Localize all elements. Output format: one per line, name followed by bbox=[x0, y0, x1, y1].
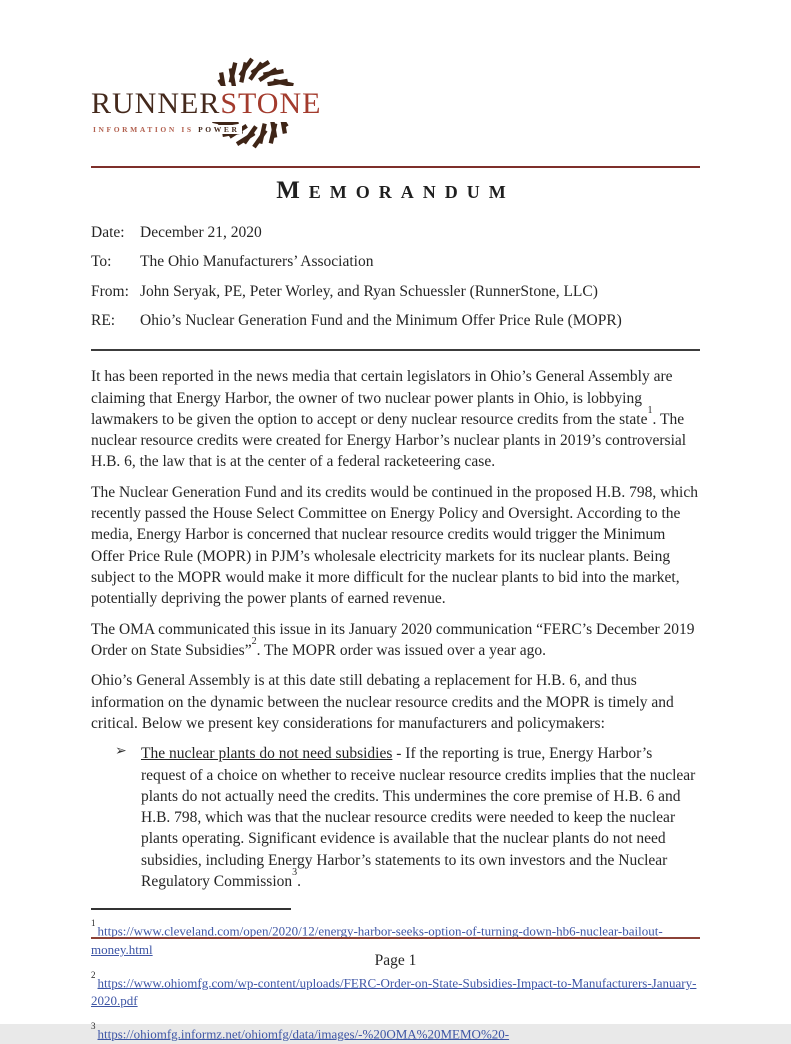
arrow-bullet-icon: ➢ bbox=[115, 744, 127, 760]
page-footer bbox=[91, 937, 700, 970]
page-title: Memorandum bbox=[276, 177, 515, 204]
from-value: John Seryak, PE, Peter Worley, and Ryan Schuessler (RunnerStone, LLC) bbox=[140, 282, 598, 300]
paragraph-3-text: The OMA communicated this issue in its January 2020 communication “FERC’s December 2019 Order on State Subsidies” bbox=[91, 620, 695, 659]
re-value: Ohio’s Nuclear Generation Fund and the Minimum Offer Price Rule (MOPR) bbox=[140, 312, 622, 330]
tagline-power: POWER bbox=[198, 125, 240, 134]
footnote-ref-2: 2 bbox=[251, 635, 257, 647]
footnote-2 bbox=[91, 969, 700, 1011]
footnote-2-link[interactable]: https://www.ohiomfg.com/wp-content/uploads/FERC-Order-on-State-Subsidies-Impact-to-Manufacturers-January-2020.pdf bbox=[91, 974, 697, 1009]
re-label: RE: bbox=[91, 312, 116, 330]
brand-tagline bbox=[93, 125, 242, 134]
paragraph-4: Ohio’s General Assembly is at this date still debating a replacement for H.B. 6, and thus information on the dynamic between the nuclear resource credits and the MOPR is timely and critical. Below we present key considerations for manufacturers and policymakers: bbox=[91, 672, 674, 732]
bullet-text bbox=[141, 743, 700, 892]
memo-header-fields bbox=[91, 223, 700, 332]
footnote-separator-rule bbox=[91, 908, 291, 910]
brand-stone: STONE bbox=[220, 87, 322, 120]
to-value: The Ohio Manufacturers’ Association bbox=[140, 253, 374, 271]
bullet-body-text: - If the reporting is true, Energy Harbor’s request of a choice on whether to receive nuclear resource credits implies that the nuclear plants do not actually need the credits. This undermines the core premise of H.B. 6 and H.B. 798, which was that the nuclear resource credits were needed to keep the nuclear plants operating. Significant evidence is available that the nuclear plants do not need subsidies, including Energy Harbor’s statements to its own investors and the Nuclear Regulatory Commission bbox=[141, 745, 696, 891]
footnote-ref-1: 1 bbox=[647, 404, 653, 416]
header-divider-rule bbox=[91, 349, 700, 351]
paragraph-3 bbox=[91, 619, 700, 662]
meta-row-re bbox=[91, 311, 700, 332]
bullet-final-period: . bbox=[297, 873, 301, 891]
paragraph-3-rest: . The MOPR order was issued over a year ago. bbox=[256, 641, 546, 659]
top-maroon-rule bbox=[91, 166, 700, 168]
meta-row-to bbox=[91, 252, 700, 273]
from-label: From: bbox=[91, 282, 129, 300]
footnote-1-link[interactable]: https://www.cleveland.com/open/2020/12/energy-harbor-seeks-option-of-turning-down-hb6-nuclear-bailout-money.html bbox=[91, 923, 663, 958]
footnote-2-number: 2 bbox=[91, 969, 96, 980]
memo-body bbox=[91, 366, 700, 892]
paragraph-1 bbox=[91, 366, 700, 473]
date-value: December 21, 2020 bbox=[140, 224, 262, 241]
date-label: Date: bbox=[91, 224, 125, 241]
paragraph-1-text: It has been reported in the news media that certain legislators in Ohio’s General Assembly are claiming that Energy Harbor, the owner of two nuclear power plants in Ohio, is lobbying lawmakers to be given the option to accept or deny nuclear resource credits from the state bbox=[91, 368, 673, 428]
footnote-3 bbox=[91, 1020, 700, 1044]
to-label: To: bbox=[91, 253, 112, 271]
footnote-1-number: 1 bbox=[91, 918, 96, 929]
paragraph-1-rest: . The nuclear resource credits were created for Energy Harbor’s nuclear plants in 2019’s controversial H.B. 6, the law that is at the center of a federal racketeering case. bbox=[91, 410, 687, 471]
bullet-item-subsidies bbox=[91, 743, 700, 892]
tagline-information-is: INFORMATION IS bbox=[93, 125, 194, 134]
footnote-3-link[interactable]: https://ohiomfg.informz.net/ohiomfg/data/images/-%20OMA%20MEMO%20- bbox=[97, 1026, 510, 1042]
footnotes-section bbox=[91, 908, 700, 1043]
meta-row-date bbox=[91, 223, 700, 244]
page-number: Page 1 bbox=[374, 952, 417, 969]
brand-wordmark bbox=[91, 86, 323, 122]
footnote-ref-3: 3 bbox=[292, 866, 298, 878]
brand-runner: RUNNER bbox=[91, 87, 221, 120]
logo bbox=[91, 55, 700, 153]
paragraph-2: The Nuclear Generation Fund and its credits would be continued in the proposed H.B. 798, which recently passed the House Select Committee on Energy Policy and Oversight. According to the media, Energy Harbor is concerned that nuclear resource credits would trigger the Minimum Offer Price Rule (MOPR) in PJM’s wholesale electricity markets for its nuclear plants. Being subject to the MOPR would make it more difficult for the nuclear plants to bid into the market, potentially depriving the power plants of earned revenue. bbox=[91, 483, 698, 608]
bullet-lead-underlined: The nuclear plants do not need subsidies bbox=[141, 745, 393, 763]
meta-row-from bbox=[91, 282, 700, 303]
footnote-3-number: 3 bbox=[91, 1020, 96, 1031]
footer-maroon-rule bbox=[91, 937, 700, 939]
